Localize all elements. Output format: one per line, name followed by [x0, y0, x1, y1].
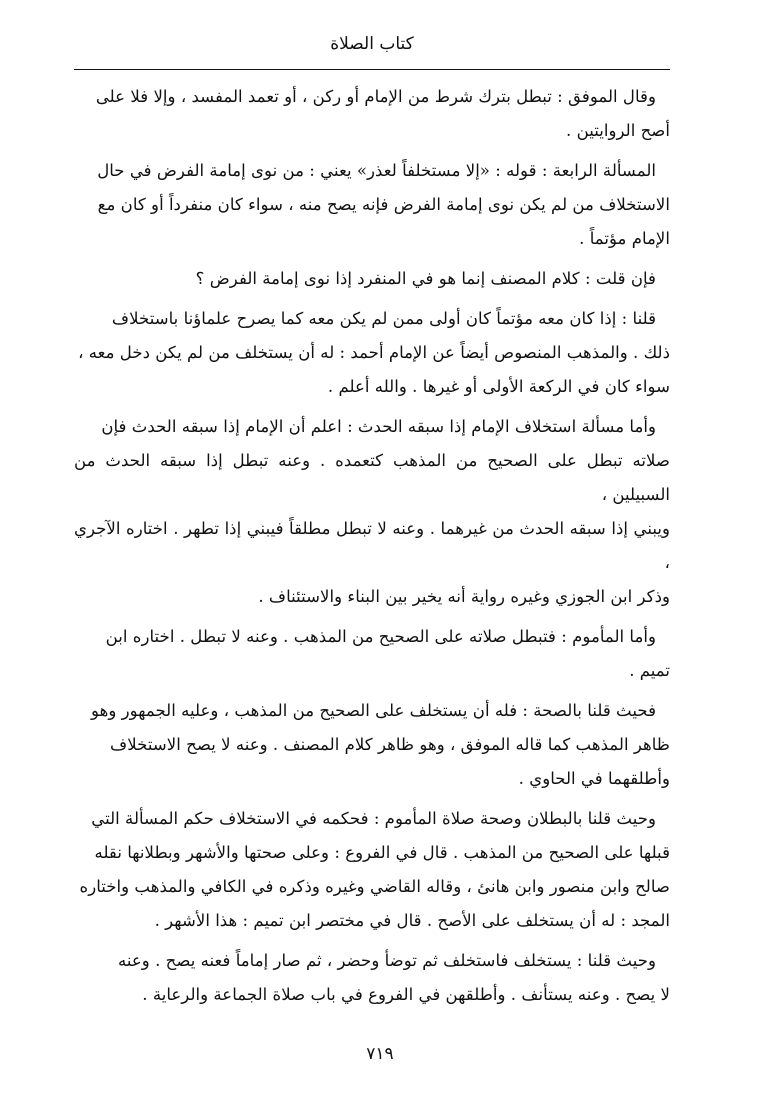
paragraph: وأما مسألة استخلاف الإمام إذا سبقه الحدث : اعلم أن الإمام إذا سبقه الحدث فإن صلاته تبطل على الصحيح من المذهب كتعمده . وعنه تبطل إذا سبقه الحدث من السبيلين ، ويبني إذا سبقه الحدث من غيرهما . وعنه لا تبطل مطلقاً فيبني إذا تطهر . اختاره الآجري ، وذكر ابن الجوزي وغيره رواية أنه يخير بين البناء والاستئناف .: [74, 417, 670, 606]
body-text: [74, 80, 670, 1018]
paragraph: وأما المأموم : فتبطل صلاته على الصحيح من المذهب . وعنه لا تبطل . اختاره ابن تميم .: [105, 627, 670, 680]
running-header-title: كتاب الصلاة: [330, 34, 414, 54]
paragraph: قلنا : إذا كان معه مؤتماً كان أولى ممن لم يكن معه كما يصرح علماؤنا باستخلاف ذلك . والمذهب المنصوص أيضاً عن الإمام أحمد : له أن يستخلف من لم يكن دخل معه ، سواء كان في الركعة الأولى أو غيرها . والله أعلم .: [78, 309, 670, 396]
header-divider: [74, 69, 670, 70]
page-number: ٧١٩: [366, 1044, 394, 1064]
paragraph: فحيث قلنا بالصحة : فله أن يستخلف على الصحيح من المذهب ، وعليه الجمهور وهو ظاهر المذهب كما قاله الموفق ، وهو ظاهر كلام المصنف . وعنه لا يصح الاستخلاف وأطلقهما في الحاوي .: [91, 701, 670, 788]
paragraph: المسألة الرابعة : قوله : «إلا مستخلفاً لعذر» يعني : من نوى إمامة الفرض في حال الاستخلاف من لم يكن نوى إمامة الفرض فإنه يصح منه ، سواء كان منفرداً أو كان مع الإمام مؤتماً .: [97, 161, 670, 248]
paragraph: فإن قلت : كلام المصنف إنما هو في المنفرد إذا نوى إمامة الفرض ؟: [195, 269, 656, 288]
paragraph: وحيث قلنا بالبطلان وصحة صلاة المأموم : فحكمه في الاستخلاف حكم المسألة التي قبلها على الصحيح من المذهب . قال في الفروع : وعلى صحتها والأشهر وبطلانها نقله صالح وابن منصور وابن هانئ ، وقاله القاضي وغيره وذكره في الكافي والمذهب واختاره المجد : له أن يستخلف على الأصح . قال في مختصر ابن تميم : هذا الأشهر .: [79, 809, 670, 930]
paragraph: وقال الموفق : تبطل بترك شرط من الإمام أو ركن ، أو تعمد المفسد ، وإلا فلا على أصح الروايتين .: [95, 87, 670, 140]
paragraph: وحيث قلنا : يستخلف فاستخلف ثم توضأ وحضر ، ثم صار إماماً فعنه يصح . وعنه لا يصح . وعنه يستأنف . وأطلقهن في الفروع في باب صلاة الجماعة والرعاية .: [117, 951, 670, 1004]
